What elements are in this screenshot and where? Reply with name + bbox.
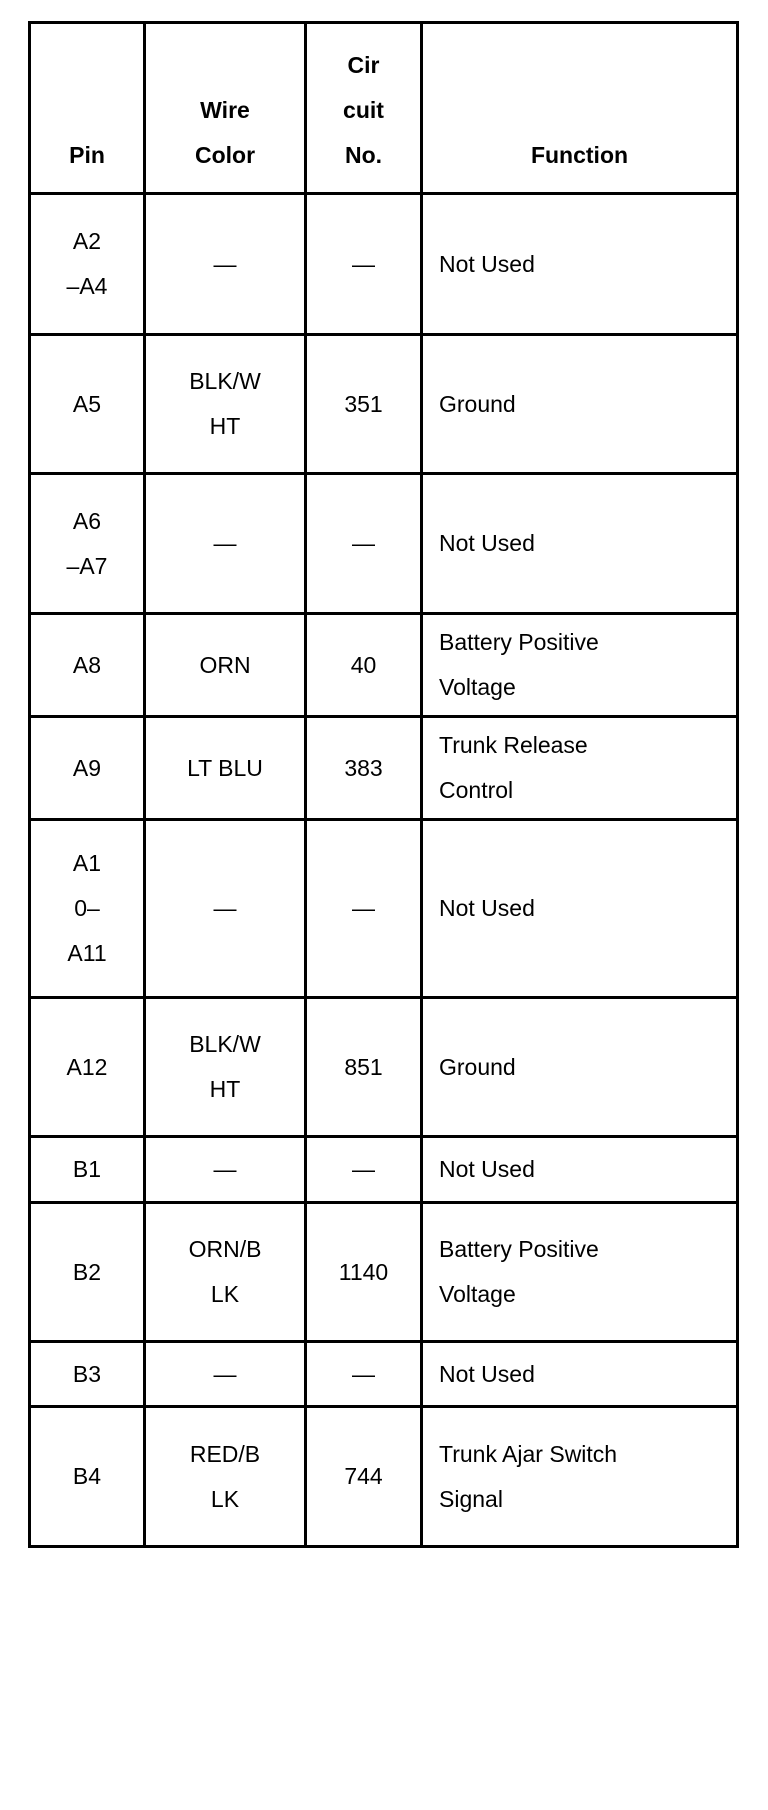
table-row (30, 1407, 738, 1547)
function-cell (422, 614, 738, 717)
pin-cell-line: B2 (72, 1258, 102, 1285)
pin-cell (30, 1137, 145, 1203)
pin-cell (30, 820, 145, 998)
wire-color-cell-line: ORN (199, 651, 251, 678)
circuit-number-cell-line: 383 (344, 754, 383, 781)
circuit-number-cell-line: 40 (350, 651, 377, 678)
wire-color-cell (145, 1137, 306, 1203)
circuit-number-cell (306, 1342, 422, 1407)
function-cell (422, 1342, 738, 1407)
circuit-number-cell (306, 1137, 422, 1203)
function-cell (422, 717, 738, 820)
wire-color-cell-line: BLK/W (189, 368, 261, 394)
pin-cell (30, 194, 145, 335)
circuit-number-cell-line: 351 (344, 390, 383, 417)
function-cell (422, 1407, 738, 1547)
wire-color-cell-line: LT BLU (187, 754, 263, 781)
wire-color-cell (145, 1342, 306, 1407)
wire-color-cell (145, 335, 306, 474)
pin-cell (30, 335, 145, 474)
circuit-number-cell (306, 820, 422, 998)
header-circuit-no: Cir cuit No. (306, 23, 422, 194)
pin-cell-line: B1 (72, 1156, 102, 1182)
pin-cell-line: B4 (72, 1463, 102, 1489)
function-cell-line: Battery Positive (439, 1236, 599, 1262)
wire-color-cell-line: — (213, 895, 237, 921)
circuit-number-cell (306, 1407, 422, 1547)
circuit-number-cell-line: 1140 (338, 1258, 389, 1285)
pin-cell-line: –A7 (66, 552, 108, 579)
table-row (30, 998, 738, 1137)
wire-color-cell-line: — (213, 1156, 237, 1182)
function-cell (422, 1137, 738, 1203)
header-wire-color: Wire Color (145, 23, 306, 194)
circuit-number-cell-line: — (352, 1156, 375, 1182)
pin-cell-line: A9 (72, 754, 102, 781)
pin-cell-line: A1 (72, 850, 102, 876)
function-cell (422, 998, 738, 1137)
function-cell-line: Voltage (439, 1281, 516, 1307)
pin-cell (30, 1342, 145, 1407)
function-cell (422, 820, 738, 998)
wire-color-cell (145, 1407, 306, 1547)
pin-cell (30, 717, 145, 820)
circuit-number-cell-line: — (352, 1360, 375, 1387)
circuit-number-cell (306, 335, 422, 474)
pin-cell-line: B3 (72, 1360, 102, 1387)
function-cell-line: Not Used (439, 1360, 535, 1387)
pin-cell-line: A2 (72, 228, 102, 254)
wire-color-cell-line: LK (210, 1485, 240, 1512)
pin-cell-line: 0– (74, 895, 100, 921)
pin-cell-line: A12 (66, 1053, 108, 1080)
circuit-number-cell (306, 998, 422, 1137)
circuit-number-cell (306, 194, 422, 335)
function-cell-line: Not Used (439, 530, 535, 556)
function-cell-line: Battery Positive (439, 629, 599, 655)
function-cell-line: Trunk Release (439, 732, 588, 758)
pin-cell (30, 474, 145, 614)
wire-color-cell (145, 614, 306, 717)
function-cell-line: Not Used (439, 250, 535, 277)
wire-color-cell (145, 998, 306, 1137)
wire-color-cell-line: BLK/W (189, 1031, 261, 1057)
pin-cell-line: A11 (67, 940, 107, 966)
function-cell-line: Signal (439, 1485, 503, 1512)
wire-color-cell-line: LK (210, 1281, 240, 1307)
table-row (30, 1342, 738, 1407)
pin-cell (30, 614, 145, 717)
circuit-number-cell-line: — (352, 895, 375, 921)
circuit-number-cell-line: 851 (344, 1053, 383, 1080)
function-cell-line: Not Used (439, 895, 535, 921)
table-row (30, 614, 738, 717)
function-cell-line: Trunk Ajar Switch (439, 1440, 618, 1467)
wire-color-cell (145, 474, 306, 614)
pin-cell-line: A8 (72, 651, 102, 678)
table-row (30, 717, 738, 820)
connector-pinout-table (28, 21, 739, 1548)
table-row (30, 474, 738, 614)
table-row (30, 1137, 738, 1203)
function-cell-line: Ground (439, 390, 516, 417)
wire-color-cell-line: HT (209, 413, 241, 439)
table-row (30, 1203, 738, 1342)
header-function: Function (422, 23, 738, 194)
function-cell (422, 335, 738, 474)
wire-color-cell (145, 1203, 306, 1342)
wire-color-cell (145, 194, 306, 335)
circuit-number-cell-line: — (352, 530, 375, 556)
pin-cell (30, 1407, 145, 1547)
wire-color-cell-line: — (213, 530, 237, 556)
function-cell (422, 1203, 738, 1342)
function-cell-line: Not Used (439, 1156, 535, 1182)
header-pin: Pin (30, 23, 145, 194)
circuit-number-cell (306, 614, 422, 717)
function-cell-line: Control (439, 777, 514, 803)
function-cell (422, 194, 738, 335)
wire-color-cell (145, 820, 306, 998)
table-row (30, 335, 738, 474)
table-row (30, 194, 738, 335)
header-row (30, 23, 738, 194)
wire-color-cell-line: RED/B (189, 1440, 261, 1467)
pin-cell-line: A5 (72, 390, 102, 417)
wire-color-cell-line: — (213, 1360, 237, 1387)
pin-cell (30, 998, 145, 1137)
pin-cell (30, 1203, 145, 1342)
wire-color-cell-line: — (213, 250, 237, 277)
circuit-number-cell (306, 717, 422, 820)
wire-color-cell-line: HT (209, 1076, 241, 1102)
pin-cell-line: A6 (72, 507, 102, 534)
circuit-number-cell (306, 1203, 422, 1342)
table-row (30, 820, 738, 998)
circuit-number-cell-line: 744 (344, 1463, 383, 1489)
function-cell (422, 474, 738, 614)
wire-color-cell-line: ORN/B (188, 1236, 262, 1262)
pin-cell-line: –A4 (66, 273, 108, 299)
table-body (30, 194, 738, 1547)
wire-color-cell (145, 717, 306, 820)
function-cell-line: Ground (439, 1053, 516, 1080)
circuit-number-cell (306, 474, 422, 614)
function-cell-line: Voltage (439, 674, 516, 700)
circuit-number-cell-line: — (352, 250, 375, 277)
